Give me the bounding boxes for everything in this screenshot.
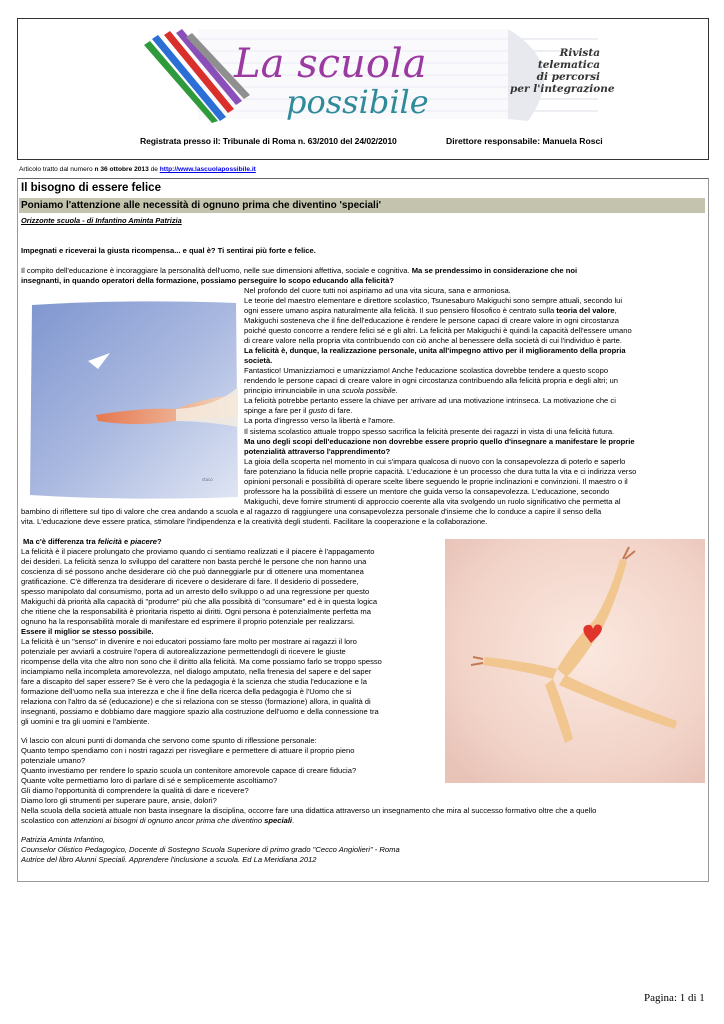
body-text: e — [121, 537, 131, 546]
body-text: teoria del valore — [556, 306, 615, 315]
dancer-heart-illustration — [445, 539, 705, 783]
body-line — [21, 766, 356, 775]
body-text: gusto — [308, 406, 328, 415]
body-line — [21, 736, 317, 745]
director-text: Direttore responsabile: Manuela Rosci — [446, 136, 603, 146]
body-text: Il sistema scolastico attuale troppo spesso sacrifica la felicità presente dei ragazzi in vista di una felicità futura. — [244, 427, 615, 436]
body-line — [21, 627, 154, 636]
body-text: . — [292, 816, 295, 825]
body-line — [23, 537, 162, 546]
tagline: Rivista telematica di percorsi per l'integrazione — [510, 47, 615, 95]
body-line — [21, 835, 105, 844]
body-line — [21, 617, 355, 626]
body-line — [244, 296, 622, 305]
body-line — [21, 276, 394, 285]
article-box — [17, 178, 709, 882]
body-text: . — [395, 386, 398, 395]
body-line — [21, 687, 351, 696]
body-text: società. — [244, 356, 273, 365]
body-text: coscienza di sé possono anche desiderare ciò che può danneggiarle pur di ottenere una momentanea — [21, 567, 364, 576]
body-line — [21, 657, 382, 666]
body-text: gratificazione. C'è differenza tra desiderare di ricevere o desiderare di fare. Il desiderio di possedere, — [21, 577, 359, 586]
body-text: Impegnati e riceverai la giusta ricompensa... e qual è? Ti sentirai più forte e felice. — [21, 246, 316, 255]
body-line — [21, 746, 354, 755]
source-line: Articolo tratto dal numero n 36 ottobre 2013 de http://www.lascuolapossibile.it — [19, 166, 256, 173]
body-line — [21, 776, 277, 785]
body-line — [244, 396, 616, 405]
body-text: Gli diamo l'opportunità di comprendere la qualità di dare e ricevere? — [21, 786, 249, 795]
body-line — [244, 346, 626, 355]
body-line — [244, 477, 628, 486]
article-subtitle: Poniamo l'attenzione alle necessità di ognuno prima che diventino 'speciali' — [21, 200, 381, 211]
body-line — [244, 487, 609, 496]
illustration-signature: staco — [202, 477, 213, 482]
body-text: attenzioni ai bisogni di ognuno ancor prima che diventino — [70, 816, 265, 825]
body-line — [21, 845, 400, 854]
body-text: Essere il miglior se stesso possibile. — [21, 627, 154, 636]
body-line — [21, 855, 317, 864]
svg-text:La scuola: La scuola — [234, 41, 427, 87]
body-line — [244, 447, 390, 456]
body-text: Counselor Olistico Pedagogico, Docente di Sostegno Scuola Superiore di primo grado "Cecco Angiolieri" - Roma — [21, 845, 400, 854]
body-text: Autrice del libro Alunni Speciali. Apprendere l'inclusione a scuola. Ed La Meridiana 2012 — [21, 855, 317, 864]
body-text: Diamo loro gli strumenti per superare paure, ansie, dolori? — [21, 796, 217, 805]
body-text: Ma se prendessimo in considerazione che noi — [411, 266, 578, 275]
body-line — [21, 756, 85, 765]
body-text: inciampiamo nella incompleta amorevolezza, nel dialogo amputato, nella frenesia del sapere e del saper — [21, 667, 372, 676]
body-text: di fare. — [327, 406, 353, 415]
body-line — [21, 587, 369, 596]
body-line — [21, 806, 596, 815]
body-text: insegnanti, in quando operatori della formazione, possiamo perseguire lo scopo educando alla felicità? — [21, 276, 395, 285]
body-line — [21, 707, 379, 716]
body-text: potenziale umano? — [21, 756, 86, 765]
body-text: Ma c'è differenza tra — [23, 537, 98, 546]
body-text: potenziale per avviarli a costruire l'opera di autorealizzazione permettendogli di ricevere le giuste — [21, 647, 346, 656]
body-text: La felicità è un "senso" in divenire e noi educatori possiamo fare molto per mostrare ai ragazzi il loro — [21, 637, 357, 646]
body-line — [244, 416, 395, 425]
body-text: scolastico con — [21, 816, 71, 825]
header-banner — [17, 18, 709, 160]
body-line — [21, 517, 487, 526]
body-text: professore ha la possibilità di essere un mentore che guida verso la consapevolezza. L'educazione, secondo — [244, 487, 610, 496]
body-line — [244, 497, 621, 506]
body-text: La felicità è il piacere prolungato che proviamo quando ci sentiamo realizzati e il piacere è l'appagamento — [21, 547, 375, 556]
body-text: Quante volte permettiamo loro di parlare di sé e semplicemente ascoltiamo? — [21, 776, 278, 785]
body-line — [21, 567, 364, 576]
body-line — [21, 607, 371, 616]
body-text: ? — [156, 537, 162, 546]
bird-hand-illustration — [26, 297, 242, 503]
body-line — [244, 356, 272, 365]
body-text: La gioia della scoperta nel momento in cui s'impara qualcosa di nuovo con la consapevolezza di poterlo e saperlo — [244, 457, 626, 466]
body-text: felicità — [97, 537, 122, 546]
body-line — [244, 316, 619, 325]
body-text: che ritiene che la responsabilità è prioritaria rispetto ai diritti. Ogni persona è potenzialmente perfetta ma — [21, 607, 371, 616]
body-line — [244, 427, 614, 436]
body-text: rendendo le persone capaci di creare valore in ogni circostanza contribuendo alla felicità propria e degli altri; un — [244, 376, 619, 385]
body-line — [21, 577, 359, 586]
body-line — [21, 677, 367, 686]
body-text: gli uomini e tra gli uomini e l'ambiente. — [21, 717, 150, 726]
body-text: relaziona con l'altro da sé (educazione) e che si relaziona con se stesso (formazione) allora, in qualità di — [21, 697, 371, 706]
body-text: Patrizia Aminta Infantino, — [21, 835, 106, 844]
body-line — [21, 597, 377, 606]
body-text: fare a discapito del saper essere? Se è vero che la pedagogia è la scienza che studia l'educazione e la — [21, 677, 367, 686]
body-line — [21, 786, 249, 795]
registration-text: Registrata presso il: Tribunale di Roma n. 63/2010 del 24/02/2010 — [140, 136, 397, 146]
body-text: formazione dell'uomo nella sua interezza e che il fine della ricerca della pedagogia è l'Uomo che si — [21, 687, 352, 696]
body-text: Fantastico! Umanizziamoci e umanizziamo! Anche l'educazione scolastica dovrebbe tendere a questo scopo — [244, 366, 609, 375]
body-line — [244, 457, 625, 466]
body-text: Nella scuola della società attuale non basta insegnare la disciplina, occorre fare una didattica attraverso un insegnamento che mira al successo formativo oltre che a quello — [21, 806, 597, 815]
body-text: opinioni personali e possibilità di operare scelte libere seguendo le proprie inclinazioni e convinzioni. Il maestro o il — [244, 477, 628, 486]
body-line — [21, 547, 375, 556]
body-text: insegnanti, possiamo e dobbiamo dare maggiore spazio alla costruzione dell'uomo e della connessione tra — [21, 707, 379, 716]
body-text: scuola possibile — [341, 386, 396, 395]
body-text: bambino di riflettere sul tipo di valore che crea andando a scuola e al ragazzo di raggiungere una consapevolezza personale d'insieme che lo conduce a capire il senso della — [21, 507, 602, 516]
body-line — [244, 467, 636, 476]
body-line — [244, 376, 618, 385]
body-line — [244, 386, 398, 395]
body-text: ricompense della vita che altro non sono che il diritto alla felicità. Ma come possiamo farlo se troppo spesso — [21, 657, 382, 666]
article-title: Il bisogno di essere felice — [21, 182, 161, 194]
body-text: dei desideri. La felicità senza lo sviluppo del carattere non basta perché le persone che non hanno una — [21, 557, 367, 566]
body-text: Quanto tempo spendiamo con i nostri ragazzi per risvegliare e permettere di attuare il proprio pieno — [21, 746, 355, 755]
body-line — [21, 246, 316, 255]
body-text: spinge a fare per il — [244, 406, 309, 415]
body-text: Vi lascio con alcuni punti di domanda che servono come spunto di riflessione personale: — [21, 736, 317, 745]
body-text: spesso manipolato dal consumismo, porta ad un arresto dello sviluppo o ad una regressione per questo — [21, 587, 370, 596]
article-rubric: Orizzonte scuola - di Infantino Aminta Patrizia — [21, 216, 182, 225]
body-text: Nel profondo del cuore tutti noi aspiriamo ad una vita sicura, sana e armoniosa. — [244, 286, 511, 295]
body-line — [21, 507, 601, 516]
body-text: Le teorie del maestro elementare e direttore scolastico, Tsunesaburo Makiguchi sono sempre attuali, secondo lui — [244, 296, 623, 305]
body-line — [21, 816, 294, 825]
body-line — [244, 336, 622, 345]
body-text: Makiguchi dà priorità alla capacità di "produrre" più che alla possibità di "consumare" ed è in questa logica — [21, 597, 378, 606]
body-line — [244, 366, 608, 375]
body-line — [21, 796, 217, 805]
body-line — [244, 286, 511, 295]
body-line — [244, 326, 632, 335]
body-line — [21, 647, 346, 656]
page-number: Pagina: 1 di 1 — [644, 992, 705, 1004]
body-text: La porta d'ingresso verso la libertà e l'amore. — [244, 416, 396, 425]
svg-text:possibile: possibile — [286, 83, 429, 121]
body-text: Makiguchi sosteneva che il fine dell'educazione è rendere le persone capaci di creare valore in ogni circostanza — [244, 316, 620, 325]
body-text: ogni essere umano aspira naturalmente alla felicità. Il suo pensiero filosofico è centrato sulla — [244, 306, 557, 315]
body-text: potenzialità attraverso l'apprendimento? — [244, 447, 391, 456]
body-text: poiché questo concorre a rendere felici sé e gli altri. La felicità per Makiguchi è quindi la capacità dell'essere umano — [244, 326, 632, 335]
body-text: Il compito dell'educazione è incoraggiare la personalità dell'uomo, nelle sue dimensioni affettiva, sociale e cognitiva. — [21, 266, 412, 275]
body-text: piacere — [130, 537, 157, 546]
body-text: fare potenziano la fiducia nelle proprie capacità. L'educazione è un processo che dura tutta la vita e ci indirizza verso — [244, 467, 637, 476]
body-line — [21, 667, 371, 676]
body-text: Ma uno degli scopi dell'educazione non dovrebbe essere proprio quello d'insegnare a manifestare le proprie — [244, 437, 635, 446]
body-text: di creare valore nella propria vita contribuendo con ciò anche al benessere della società di cui l'individuo è parte. — [244, 336, 622, 345]
body-text: speciali — [264, 816, 293, 825]
site-link[interactable]: http://www.lascuolapossibile.it — [159, 166, 256, 173]
body-text: vita. L'educazione deve essere pratica, stimolare l'indipendenza e la creatività degli studenti. Facilitare la cooperazione e la collaborazione. — [21, 517, 488, 526]
body-line — [244, 406, 353, 415]
body-text: , — [614, 306, 617, 315]
body-line — [21, 717, 150, 726]
body-text: principio irrinunciabile in una — [244, 386, 342, 395]
body-line — [244, 437, 635, 446]
body-text: Quanto investiamo per rendere lo spazio scuola un contenitore amorevole capace di creare fiducia? — [21, 766, 357, 775]
body-line — [21, 637, 357, 646]
body-line — [21, 557, 366, 566]
body-line — [244, 306, 617, 315]
body-line — [21, 266, 577, 275]
body-text: ognuno ha la responsabilità morale di manifestare ed esprimere il proprio potenziale per realizzarsi. — [21, 617, 355, 626]
body-text: La felicità potrebbe pertanto essere la chiave per arrivare ad una motivazione intrinseca. La motivazione che ci — [244, 396, 616, 405]
body-line — [21, 697, 371, 706]
body-text: La felicità è, dunque, la realizzazione personale, unita all'impegno attivo per il miglioramento della propria — [244, 346, 626, 355]
body-text: Makiguchi, deve fornire strumenti di approccio coerente alla vita svolgendo un ruolo significativo che permetta al — [244, 497, 621, 506]
